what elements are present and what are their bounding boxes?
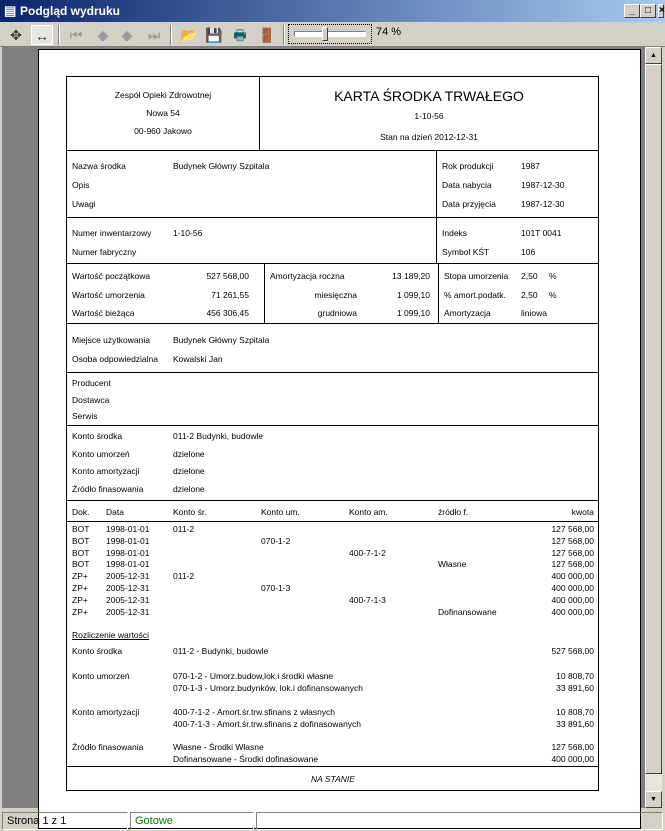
settlement-label: Konto środka <box>72 646 123 656</box>
label: Data przyjęcia <box>442 199 496 209</box>
column-header: kwota <box>571 507 594 517</box>
table-cell: 1998-01-01 <box>106 535 150 546</box>
settlement-amount: 10 808,70 <box>556 671 594 681</box>
label: Wartość bieżąca <box>72 308 135 318</box>
table-cell: BOT <box>72 535 90 546</box>
table-cell: 070-1-3 <box>261 583 291 593</box>
column-header: Konto śr. <box>173 507 207 517</box>
table-cell: 1998-01-01 <box>106 559 150 570</box>
table-cell: 400 000,00 <box>551 571 594 582</box>
value: 13 189,20 <box>392 271 430 281</box>
print-icon[interactable]: 🖶 <box>233 27 247 43</box>
table-cell: ZP+ <box>72 594 88 605</box>
settlement-amount: 527 568,00 <box>551 646 594 656</box>
label: Wartość umorzenia <box>72 290 145 300</box>
table-cell: 127 568,00 <box>551 535 594 546</box>
settlement-title: Rozliczenie wartości <box>72 630 149 640</box>
table-cell: 400 000,00 <box>551 594 594 605</box>
table-cell: 2005-12-31 <box>106 583 150 593</box>
table-cell: 400-7-1-2 <box>349 547 386 558</box>
label: Amortyzacja roczna <box>270 271 345 281</box>
prev-page-icon[interactable]: ◆ <box>97 27 109 43</box>
zoom-slider-thumb[interactable] <box>322 27 328 41</box>
status-bar <box>0 810 665 831</box>
scroll-thumb[interactable] <box>645 64 662 774</box>
minimize-button[interactable]: _ <box>624 4 640 18</box>
column-header: źródło f. <box>438 507 469 517</box>
table-cell: BOT <box>72 559 90 570</box>
toolbar <box>0 22 665 47</box>
label: Symbol KŚT <box>442 247 490 257</box>
label: Indeks <box>442 228 468 238</box>
value: 1987 <box>521 161 540 171</box>
unit: % <box>549 271 557 281</box>
first-page-icon[interactable]: ⏮ <box>69 27 83 43</box>
table-cell: ZP+ <box>72 606 88 617</box>
separator <box>170 25 172 45</box>
value: 527 568,00 <box>206 271 249 281</box>
label: Miejsce użytkowania <box>72 335 150 345</box>
value: 011-2 Budynki, budowle <box>173 431 264 441</box>
settlement-amount: 33 891,60 <box>556 682 594 693</box>
maximize-button[interactable]: □ <box>640 4 656 18</box>
settlement-account: 400-7-1-3 - Amort.śr.trw.sfinans z dofinasowanych <box>173 718 362 729</box>
value: liniowa <box>521 308 547 318</box>
table-cell: ZP+ <box>72 583 88 593</box>
value: 1987-12-30 <box>521 199 565 209</box>
table-cell: 127 568,00 <box>551 559 594 570</box>
value: Budynek Główny Szpitala <box>173 335 270 345</box>
org-name: Zespół Opieki Zdrowotnej <box>114 90 212 100</box>
settlement-label: Konto amortyzacji <box>72 707 140 717</box>
label: Konto amortyzacji <box>72 466 140 476</box>
org-city: 00-960 Jakowo <box>134 126 192 136</box>
separator <box>283 25 285 45</box>
close-button[interactable]: × <box>659 5 665 16</box>
label: Konto środka <box>72 431 123 441</box>
table-cell: 400 000,00 <box>551 606 594 617</box>
asset-card <box>66 76 599 791</box>
status-panel <box>256 812 663 830</box>
settlement-account: 400-7-1-2 - Amort.śr.trw.sfinans z własnych <box>173 707 336 717</box>
label: Konto umorzeń <box>72 449 130 459</box>
settlement-account: 070-1-3 - Umorz.budynków, lok.i dofinansowanych <box>173 682 363 693</box>
window-title: Podgląd wydruku <box>20 4 121 18</box>
label: Data nabycia <box>442 180 492 190</box>
zoom-label: 74 % <box>376 26 402 38</box>
label: Osoba odpowiedzialna <box>72 354 159 364</box>
settlement-account: 011-2 - Budynki, budowle <box>173 646 269 656</box>
table-cell: BOT <box>72 524 90 534</box>
preview-area <box>2 47 645 808</box>
table-cell: 1998-01-01 <box>106 524 150 534</box>
move-icon[interactable]: ✥ <box>10 27 22 43</box>
report-title: KARTA ŚRODKA TRWAŁEGO <box>334 88 524 104</box>
column-header: Konto um. <box>261 507 300 517</box>
value: 1-10-56 <box>173 228 203 238</box>
label: Dostawca <box>72 395 110 405</box>
label: Rok produkcji <box>442 161 494 171</box>
value: 1987-12-30 <box>521 180 565 190</box>
value: 2,50 <box>521 271 538 281</box>
label: grudniowa <box>317 308 357 318</box>
label: Opis <box>72 180 90 190</box>
table-cell: 2005-12-31 <box>106 594 150 605</box>
column-header: Dok. <box>72 507 90 517</box>
label: Serwis <box>72 411 98 421</box>
fit-width-icon[interactable]: ↔ <box>31 25 53 45</box>
table-cell: 2005-12-31 <box>106 571 150 582</box>
app-icon: ▤ <box>4 3 17 18</box>
label: Nazwa środka <box>72 161 126 171</box>
settlement-label: Konto umorzeń <box>72 671 130 681</box>
value: dzielone <box>173 466 205 476</box>
last-page-icon[interactable]: ⏭ <box>147 27 161 43</box>
report-date: Stan na dzień 2012-12-31 <box>380 132 478 142</box>
settlement-amount: 400 000,00 <box>551 753 594 764</box>
org-street: Nowa 54 <box>146 108 180 118</box>
next-page-icon[interactable]: ◆ <box>121 27 133 43</box>
value: 1 099,10 <box>396 308 430 318</box>
label: Numer inwentarzowy <box>72 228 152 238</box>
settlement-label: Źródło finasowania <box>72 742 144 752</box>
value: dzielone <box>173 449 205 459</box>
status-text: Gotowe <box>130 812 254 830</box>
table-cell: ZP+ <box>72 571 88 582</box>
table-cell: 011-2 <box>173 524 195 534</box>
label: Wartość początkowa <box>72 271 151 281</box>
settlement-account: Dofinansowane - Środki dofinasowane <box>173 753 319 764</box>
value: 101T 0041 <box>521 228 562 238</box>
column-header: Data <box>106 507 124 517</box>
value: dzielone <box>173 484 205 494</box>
value: 106 <box>521 247 536 257</box>
open-folder-icon[interactable]: 📂 <box>180 27 198 43</box>
label: Amortyzacja <box>444 308 491 318</box>
table-cell: 127 568,00 <box>551 524 594 534</box>
report-page <box>38 49 641 829</box>
unit: % <box>549 290 557 300</box>
table-cell: 400 000,00 <box>551 583 594 593</box>
value: Kowalski Jan <box>173 354 223 364</box>
settlement-account: 070-1-2 - Umorz.budow,lok.i środki własne <box>173 671 334 681</box>
exit-icon[interactable]: 🚪 <box>258 27 276 43</box>
label: Źródło finasowania <box>72 484 144 494</box>
asset-name: Budynek Główny Szpitala <box>173 161 270 171</box>
value: 456 306,45 <box>206 308 249 318</box>
table-cell: 400-7-1-3 <box>349 594 386 605</box>
value: 2,50 <box>521 290 538 300</box>
table-cell: 1998-01-01 <box>106 547 150 558</box>
column-header: Konto am. <box>349 507 388 517</box>
table-cell: BOT <box>72 547 90 558</box>
value: 1 099,10 <box>396 290 430 300</box>
separator <box>58 25 60 45</box>
settlement-amount: 33 891,60 <box>556 718 594 729</box>
zoom-slider[interactable] <box>288 24 372 44</box>
table-cell: 127 568,00 <box>551 547 594 558</box>
label: Stopa umorzenia <box>444 271 509 281</box>
settlement-amount: 10 808,70 <box>556 707 594 717</box>
label: miesięczna <box>314 290 357 300</box>
label: Producent <box>72 378 111 388</box>
value: 71 261,55 <box>211 290 249 300</box>
scroll-up-icon[interactable]: ▲ <box>645 47 662 64</box>
status-footer: NA STANIE <box>311 774 355 784</box>
label: % amort.podatk. <box>444 290 506 300</box>
asset-number: 1-10-56 <box>414 111 444 121</box>
vertical-scrollbar[interactable] <box>645 47 662 808</box>
table-cell: 2005-12-31 <box>106 606 150 617</box>
scroll-down-icon[interactable]: ▼ <box>645 791 662 808</box>
title-bar <box>0 0 665 22</box>
table-cell: 070-1-2 <box>261 535 291 546</box>
settlement-account: Własne - Środki Własne <box>173 742 264 752</box>
table-cell: 011-2 <box>173 571 195 582</box>
table-cell: Własne <box>438 559 467 570</box>
label: Uwagi <box>72 199 96 209</box>
page-indicator: Strona 1 z 1 <box>2 812 128 830</box>
label: Numer fabryczny <box>72 247 137 257</box>
save-icon[interactable]: 💾 <box>205 27 223 43</box>
settlement-amount: 127 568,00 <box>551 742 594 752</box>
table-cell: Dofinansowane <box>438 606 497 617</box>
